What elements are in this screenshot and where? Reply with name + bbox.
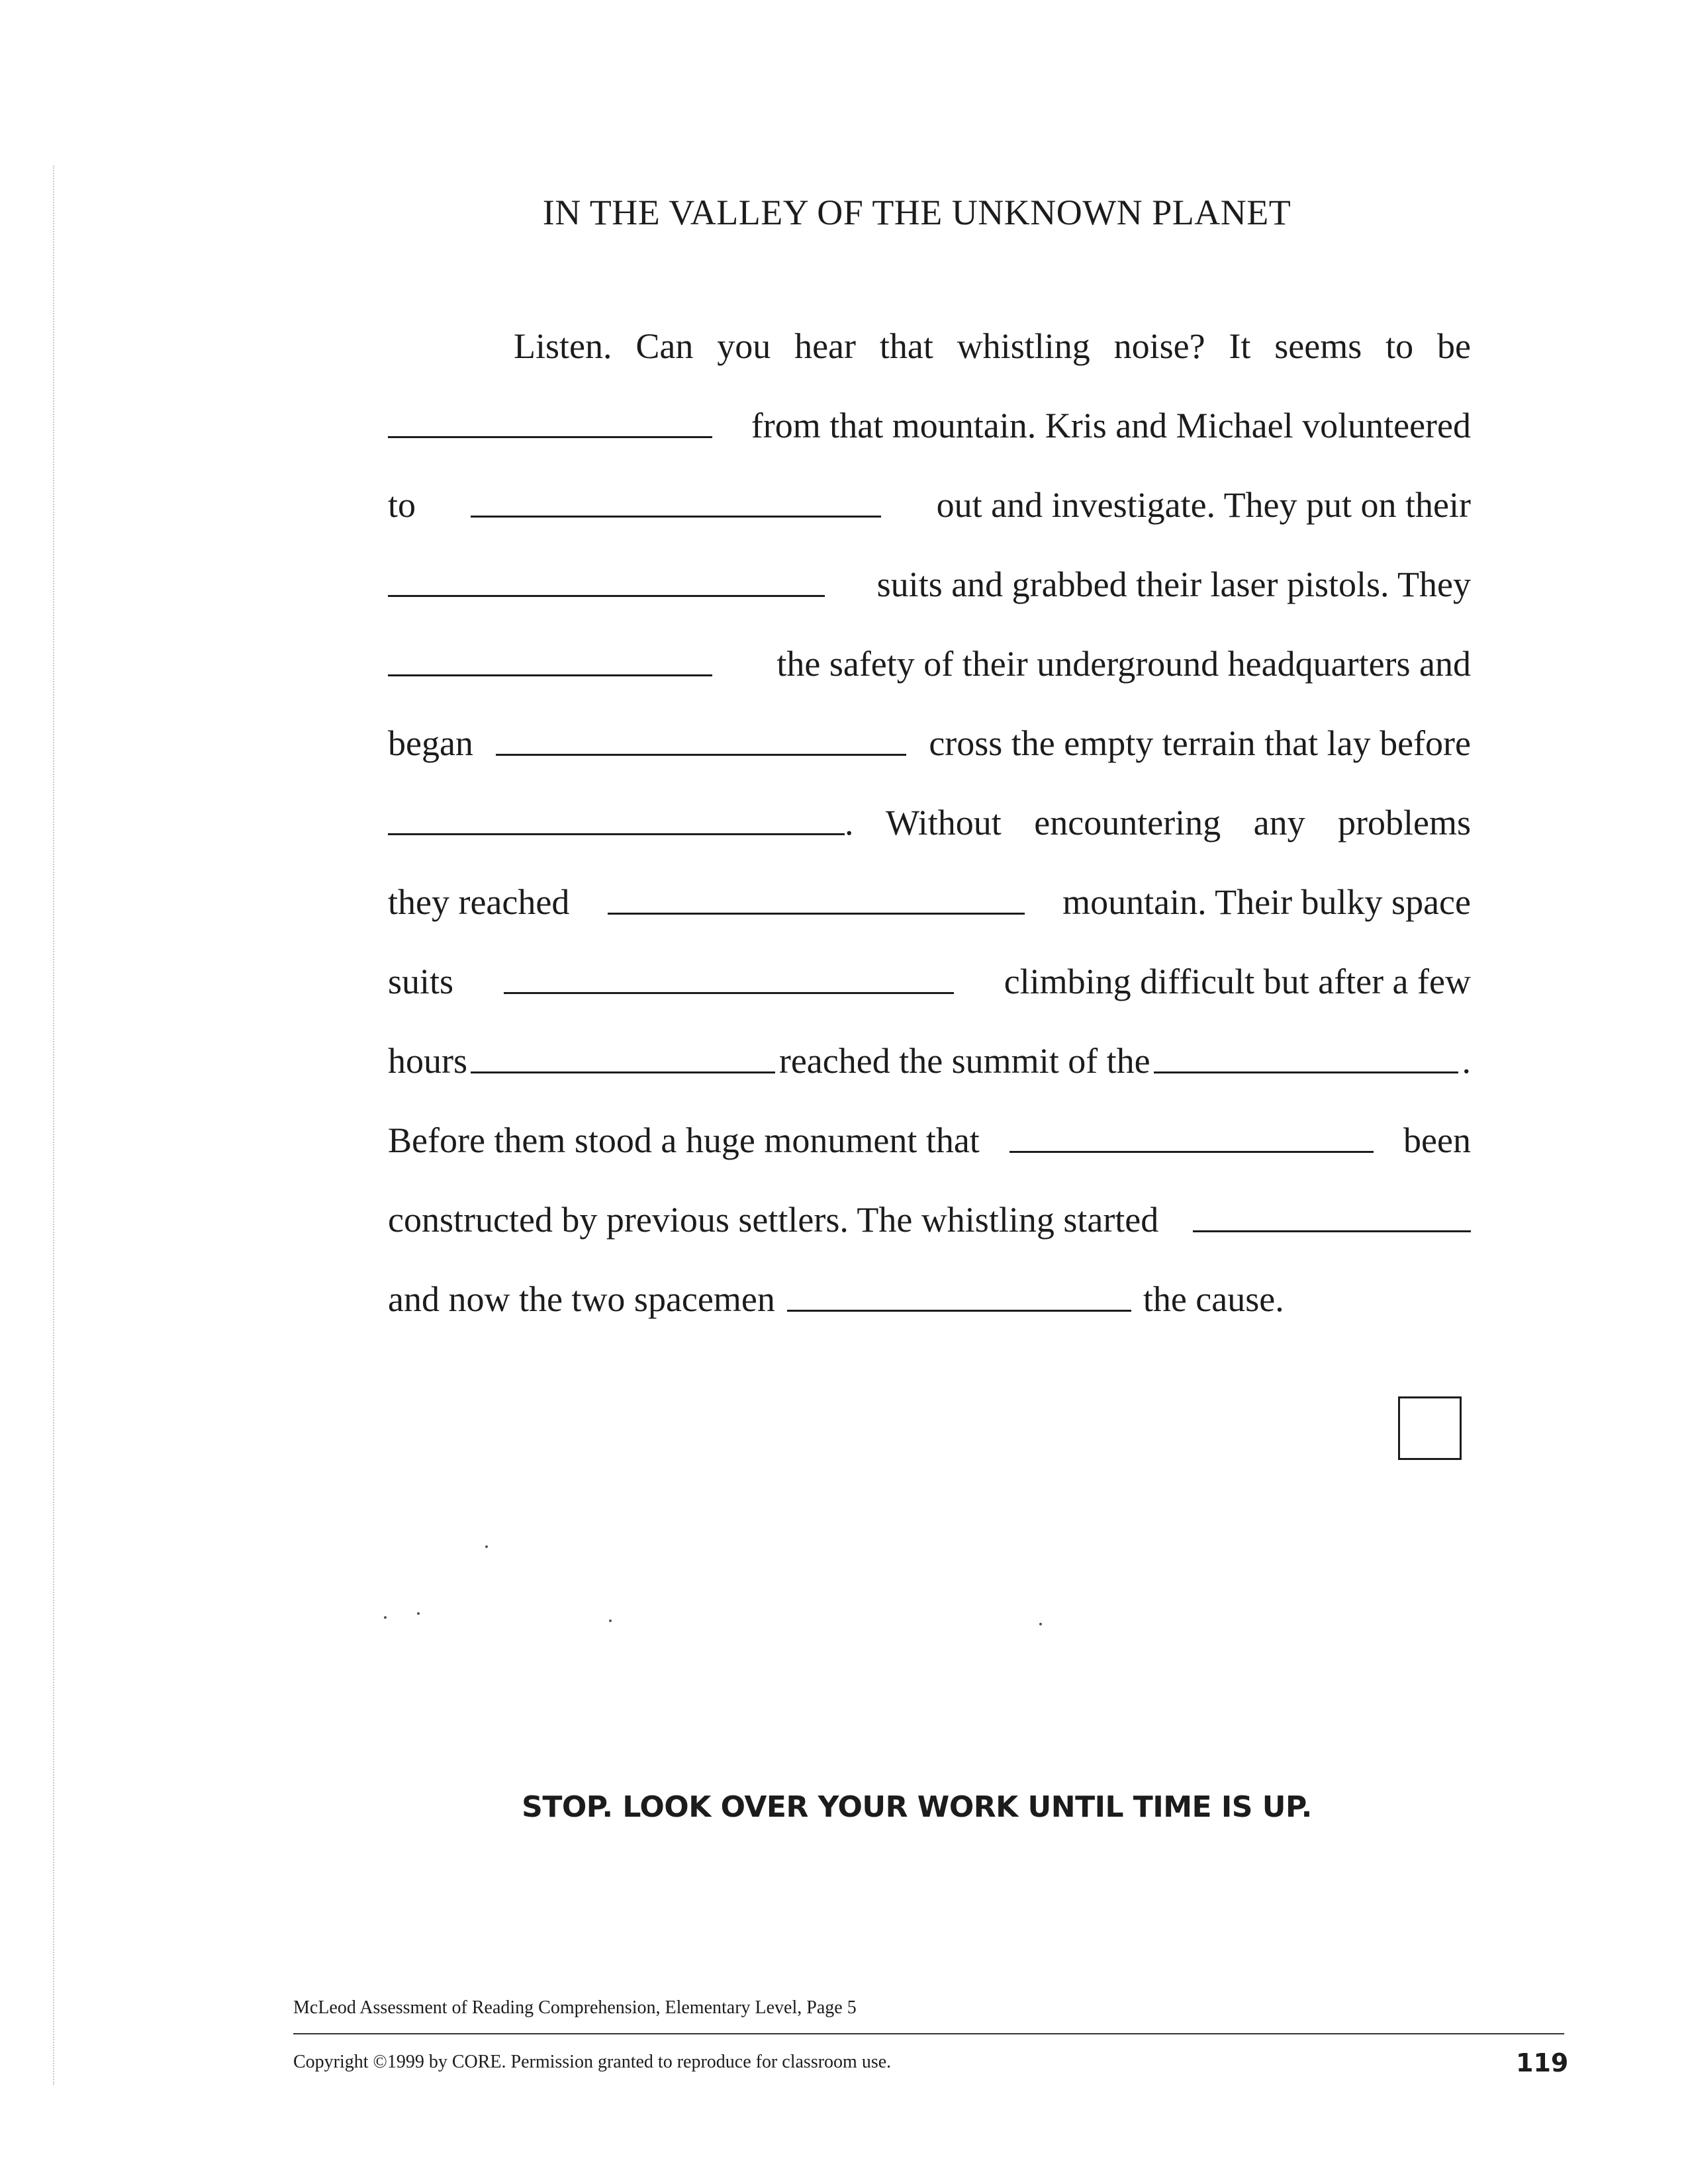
scan-speck bbox=[384, 1616, 387, 1619]
answer-blank-1[interactable] bbox=[388, 436, 712, 438]
footer-reference: McLeod Assessment of Reading Comprehension, Elementary Level, Page 5 bbox=[293, 1997, 857, 2018]
scan-speck bbox=[1039, 1623, 1042, 1625]
answer-blank-5[interactable] bbox=[496, 754, 906, 756]
passage-line-8: they reached mountain. Their bulky space bbox=[388, 882, 1471, 922]
scan-speck bbox=[485, 1545, 488, 1548]
footer-copyright: Copyright ©1999 by CORE. Permission granted to reproduce for classroom use. bbox=[293, 2052, 892, 2072]
passage-line-6: began cross the empty terrain that lay before bbox=[388, 723, 1471, 763]
scan-speck bbox=[417, 1612, 420, 1615]
passage-line-7: . Without encountering any problems bbox=[388, 788, 1471, 841]
passage-line-11: Before them stood a huge monument that been bbox=[388, 1120, 1471, 1160]
passage-title: IN THE VALLEY OF THE UNKNOWN PLANET bbox=[542, 193, 1291, 232]
passage-line-5: the safety of their underground headquarters and bbox=[388, 629, 1471, 682]
answer-blank-13[interactable] bbox=[787, 1310, 1131, 1312]
answer-blank-10[interactable] bbox=[1154, 1071, 1458, 1073]
score-box[interactable] bbox=[1398, 1396, 1462, 1460]
answer-blank-7[interactable] bbox=[608, 913, 1025, 915]
answer-blank-3[interactable] bbox=[388, 595, 825, 597]
passage-line-12: constructed by previous settlers. The whistling started bbox=[388, 1185, 1471, 1238]
answer-blank-4[interactable] bbox=[388, 674, 712, 676]
stop-instruction: STOP. LOOK OVER YOUR WORK UNTIL TIME IS UP. bbox=[522, 1790, 1312, 1824]
answer-blank-2[interactable] bbox=[471, 516, 881, 518]
answer-blank-6[interactable] bbox=[388, 833, 845, 835]
answer-blank-8[interactable] bbox=[504, 992, 954, 994]
passage-line-3: to out and investigate. They put on their bbox=[388, 485, 1471, 525]
passage-line-4: suits and grabbed their laser pistols. They bbox=[388, 549, 1471, 602]
passage-line-1: Listen. Can you hear that whistling noise? It seems to be bbox=[514, 326, 1471, 366]
passage-line-10: hours reached the summit of the . bbox=[388, 1041, 1471, 1081]
answer-blank-11[interactable] bbox=[1009, 1151, 1374, 1153]
footer-divider bbox=[293, 2033, 1564, 2034]
answer-blank-9[interactable] bbox=[471, 1071, 775, 1073]
passage-line-2: from that mountain. Kris and Michael volunteered bbox=[388, 390, 1471, 443]
scan-speck bbox=[609, 1619, 612, 1622]
passage-line-9: suits climbing difficult but after a few bbox=[388, 962, 1471, 1001]
page-number: 119 bbox=[1516, 2048, 1569, 2077]
answer-blank-12[interactable] bbox=[1193, 1230, 1471, 1232]
passage-line-13: and now the two spacemen the cause. bbox=[388, 1279, 1284, 1319]
